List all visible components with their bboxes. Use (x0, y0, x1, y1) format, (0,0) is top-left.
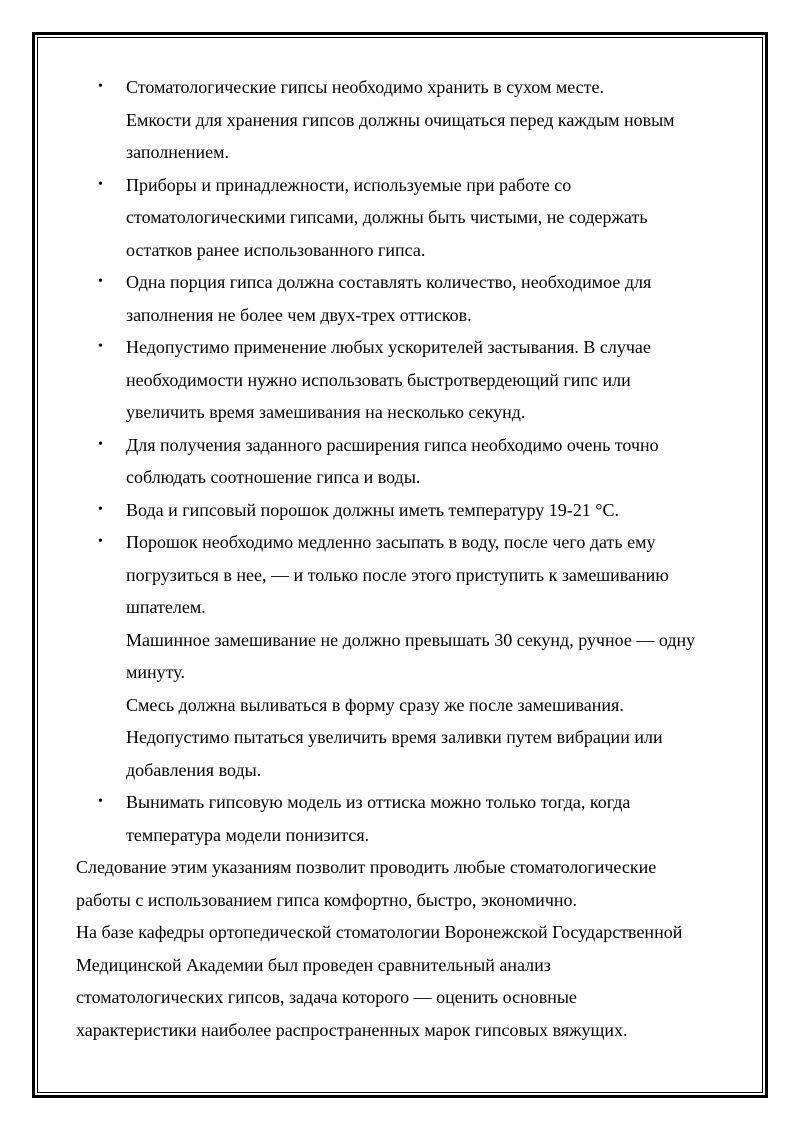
bullet-marker: • (98, 794, 103, 809)
text-line: работы с использованием гипса комфортно, быстро, экономично. (76, 889, 578, 910)
bullet-item (76, 494, 736, 527)
bullet-item (76, 526, 736, 786)
text-line: Приборы и принадлежности, используемые при работе со (126, 174, 572, 195)
text-line: минуту. (126, 662, 185, 682)
bullet-item (76, 71, 736, 169)
bullet-marker: • (98, 176, 103, 192)
text-line: шпателем. (126, 597, 206, 617)
text-line: Медицинской Академии был проведен сравнительный анализ (76, 954, 551, 975)
text-line: Стоматологические гипсы необходимо хранить в сухом месте. (126, 77, 605, 97)
text-line: увеличить время замешивания на несколько секунд. (126, 402, 526, 422)
bullet-list (76, 71, 736, 851)
text-line: стоматологических гипсов, задача которого — оценить основные (76, 987, 577, 1007)
text-line: Машинное замешивание не должно превышать 30 секунд, ручное — одну (126, 629, 696, 650)
bullet-item (76, 429, 736, 494)
text-line: стоматологическими гипсами, должны быть чистыми, не содержать (126, 207, 648, 227)
bullet-item (76, 331, 736, 429)
text-line: заполнения не более чем двух-трех оттисков. (126, 304, 472, 325)
bullet-marker: • (98, 534, 103, 549)
text-line: Порошок необходимо медленно засыпать в воду, после чего дать ему (126, 532, 656, 552)
text-line: добавления воды. (126, 759, 262, 780)
bullet-item (76, 786, 736, 851)
bullet-marker: • (98, 339, 103, 354)
text-line: Одна порция гипса должна составлять количество, необходимое для (126, 272, 652, 292)
text-line: Емкости для хранения гипсов должны очищаться перед каждым новым (126, 109, 675, 130)
text-line: заполнением. (126, 142, 230, 162)
text-line: На базе кафедры ортопедической стоматологии Воронежской Государственной (76, 922, 683, 942)
text-line: Для получения заданного расширения гипса необходимо очень точно (126, 434, 659, 455)
text-line: Вода и гипсовый порошок должны иметь температуру 19-21 °С. (126, 499, 620, 520)
text-line: Вынимать гипсовую модель из оттиска можно только тогда, когда (126, 792, 631, 812)
bullet-marker: • (98, 501, 103, 517)
text-line: Недопустимо пытаться увеличить время заливки путем вибрации или (126, 727, 663, 747)
bullet-item (76, 169, 736, 267)
paragraph (76, 851, 736, 916)
text-line: необходимости нужно использовать быстротвердеющий гипс или (126, 369, 631, 390)
text-line: Смесь должна выливаться в форму сразу же после замешивания. (126, 694, 624, 715)
bullet-marker: • (98, 436, 103, 452)
text-line: Следование этим указаниям позволит проводить любые стоматологические (76, 857, 657, 877)
text-line: характеристики наиболее распространенных марок гипсовых вяжущих. (76, 1019, 628, 1040)
paragraph (76, 916, 736, 1046)
text-line: погрузиться в нее, — и только после этого приступить к замешиванию (126, 564, 669, 585)
text-line: соблюдать соотношение гипса и воды. (126, 467, 421, 487)
document-body (76, 71, 736, 1046)
bullet-marker: • (98, 79, 103, 94)
text-line: Недопустимо применение любых ускорителей застывания. В случае (126, 337, 651, 357)
paragraphs (76, 851, 736, 1046)
text-line: температура модели понизится. (126, 824, 370, 845)
text-line: остатков ранее использованного гипса. (126, 239, 426, 260)
bullet-item (76, 266, 736, 331)
bullet-marker: • (98, 274, 103, 289)
